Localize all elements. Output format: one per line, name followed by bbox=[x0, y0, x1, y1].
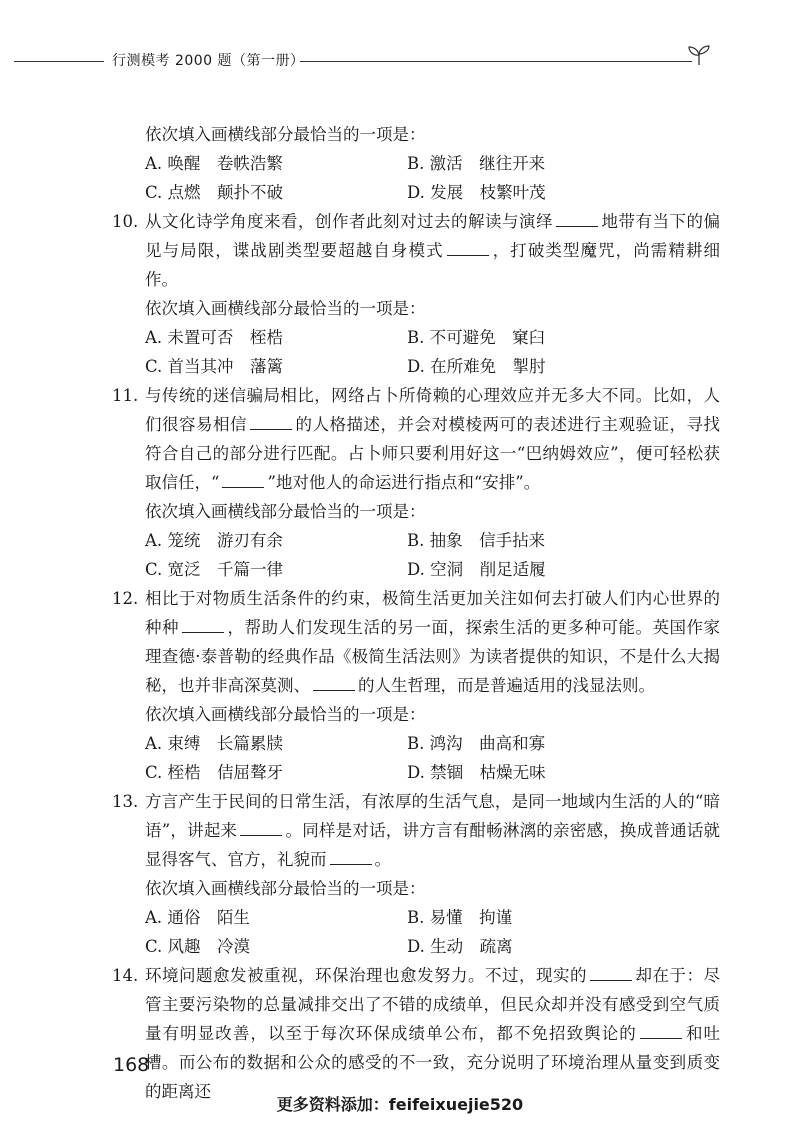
q11-number: 11. bbox=[112, 386, 139, 405]
q9-option-b: B. 激活 继往开来 bbox=[407, 154, 546, 173]
q11-option-a: A. 笼统 游刃有余 bbox=[145, 531, 283, 550]
answer-blank bbox=[556, 210, 598, 227]
q12-options bbox=[110, 729, 720, 787]
q9-option-a: A. 唤醒 卷帙浩繁 bbox=[145, 154, 283, 173]
q11-part2: 的人格描述，并会对模棱两可的表述进行主观验证，寻找符合自己的部分进行匹配。占卜师只要利用好这一“巴纳姆效应”，便可轻松获取信任，“ bbox=[145, 415, 720, 492]
q12-stem: 依次填入画横线部分最恰当的一项是： bbox=[145, 705, 426, 724]
q9-option-c: C. 点燃 颠扑不破 bbox=[145, 183, 284, 202]
q11-option-b: B. 抽象 信手拈来 bbox=[407, 531, 546, 550]
q10-stem: 依次填入画横线部分最恰当的一项是： bbox=[145, 299, 426, 318]
q12-option-d: D. 禁锢 枯燥无味 bbox=[407, 763, 546, 782]
q13-options bbox=[110, 903, 720, 961]
running-header bbox=[0, 44, 800, 74]
q10-option-a: A. 未置可否 桎梏 bbox=[145, 328, 283, 347]
q11-options bbox=[110, 526, 720, 584]
q13-part3: 。 bbox=[374, 850, 391, 869]
q13-part2: 。同样是对话，讲方言有酣畅淋漓的亲密感，换成普通话就显得客气、官方，礼貌而 bbox=[145, 821, 721, 869]
q9-options bbox=[110, 149, 720, 207]
q14-text bbox=[110, 961, 720, 1106]
q12-part3: 的人生哲理，而是普遍适用的浅显法则。 bbox=[358, 676, 655, 695]
q14-part1: 环境问题愈发被重视，环保治理也愈发努力。不过，现实的 bbox=[145, 966, 587, 985]
answer-blank bbox=[330, 848, 372, 865]
q13-option-d: D. 生动 疏离 bbox=[407, 937, 513, 956]
q12-number: 12. bbox=[112, 589, 139, 608]
footer-note: 更多资料添加：feifeixuejie520 bbox=[276, 1095, 524, 1114]
q13-part1: 方言产生于民间的日常生活，有浓厚的生活气息，是同一地域内生活的人的“暗语”，讲起来 bbox=[145, 792, 720, 840]
q10-part1: 从文化诗学角度来看，创作者此刻对过去的解读与演绎 bbox=[145, 212, 553, 231]
answer-blank bbox=[182, 616, 224, 633]
answer-blank bbox=[447, 239, 489, 256]
header-rule-right bbox=[300, 61, 692, 62]
q12-option-a: A. 束缚 长篇累牍 bbox=[145, 734, 283, 753]
q10-option-c: C. 首当其冲 藩篱 bbox=[145, 357, 284, 376]
q11-part3: ”地对他人的命运进行指点和“安排”。 bbox=[267, 473, 541, 492]
q11-option-d: D. 空洞 削足适履 bbox=[407, 560, 546, 579]
q11-option-c: C. 宽泛 千篇一律 bbox=[145, 560, 284, 579]
q12-part1: 相比于对物质生活条件的约束，极简生活更加关注如何去打破人们内心世界的种种 bbox=[145, 589, 720, 637]
q9-option-d: D. 发展 枝繁叶茂 bbox=[407, 183, 546, 202]
answer-blank bbox=[250, 413, 292, 430]
q10-option-d: D. 在所难免 掣肘 bbox=[407, 357, 546, 376]
q9-stem: 依次填入画横线部分最恰当的一项是： bbox=[145, 125, 426, 144]
q14-number: 14. bbox=[112, 966, 139, 985]
answer-blank bbox=[640, 1022, 682, 1039]
q13-stem: 依次填入画横线部分最恰当的一项是： bbox=[145, 879, 426, 898]
q14-part3: 和吐槽。而公布的数据和公众的感受的不一致，充分说明了环境治理从量变到质变的距离还 bbox=[145, 1024, 721, 1101]
answer-blank bbox=[240, 819, 282, 836]
q13-option-b: B. 易懂 拘谨 bbox=[407, 908, 513, 927]
q10-text bbox=[110, 207, 720, 294]
q10-part3: ，打破类型魔咒，尚需精耕细作。 bbox=[145, 241, 721, 289]
q13-number: 13. bbox=[112, 792, 139, 811]
answer-blank bbox=[590, 964, 632, 981]
q10-part2: 地带有当下的偏见与局限，谍战剧类型要超越自身模式 bbox=[145, 212, 720, 260]
q12-part2: ，帮助人们发现生活的另一面，探索生活的更多种可能。英国作家理查德·泰普勒的经典作品《极简生活法则》为读者提供的知识，不是什么大揭秘，也并非高深莫测、 bbox=[145, 618, 720, 695]
page-content bbox=[110, 120, 720, 1106]
q11-part1: 与传统的迷信骗局相比，网络占卜所倚赖的心理效应并无多大不同。比如，人们很容易相信 bbox=[145, 386, 720, 434]
sprout-icon bbox=[686, 44, 712, 66]
page-number: 168 bbox=[113, 1054, 150, 1076]
answer-blank bbox=[313, 674, 355, 691]
q13-option-c: C. 风趣 冷漠 bbox=[145, 937, 251, 956]
q12-text bbox=[110, 584, 720, 700]
q11-text bbox=[110, 381, 720, 497]
q13-option-a: A. 通俗 陌生 bbox=[145, 908, 250, 927]
book-title: 行测模考 2000 题（第一册） bbox=[112, 53, 305, 69]
answer-blank bbox=[222, 471, 264, 488]
q12-option-c: C. 桎梏 佶屈聱牙 bbox=[145, 763, 284, 782]
header-rule-left bbox=[14, 61, 104, 62]
q10-number: 10. bbox=[112, 212, 139, 231]
q13-text bbox=[110, 787, 720, 874]
q12-option-b: B. 鸿沟 曲高和寡 bbox=[407, 734, 546, 753]
q10-options bbox=[110, 323, 720, 381]
q11-stem: 依次填入画横线部分最恰当的一项是： bbox=[145, 502, 426, 521]
q10-option-b: B. 不可避免 窠臼 bbox=[407, 328, 546, 347]
q14-part2: 却在于：尽管主要污染物的总量减排交出了不错的成绩单，但民众却并没有感受到空气质量有明显改善，以至于每次环保成绩单公布，都不免招致舆论的 bbox=[145, 966, 720, 1043]
